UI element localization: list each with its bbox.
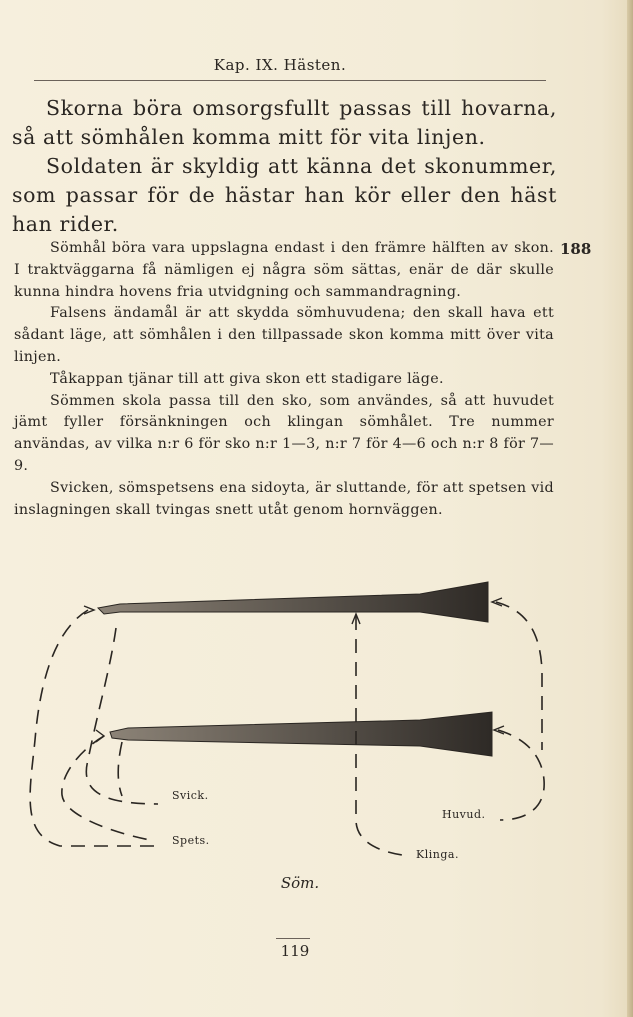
label-spets: Spets.: [172, 834, 210, 847]
paragraph-small-3: Tåkappan tjänar till att giva skon ett stadigare läge.: [50, 370, 444, 387]
page-edge: [627, 0, 633, 1017]
paragraph-small-4: Sömmen skola passa till den sko, som användes, så att huvudet jämt fyller försänkningen och klingan sömhålet. Tre nummer användas, av vilka n:r 6 för sko n:r 1—3, n:r 7 för 4—6 och n:r 8 för 7—9.: [14, 392, 554, 474]
header-rule: [34, 80, 546, 81]
nail-figure: [0, 570, 600, 870]
large-text-block: [12, 94, 557, 239]
nail-face-view: [110, 712, 492, 756]
paragraph-large-1: Skorna böra omsorgsfullt passas till hovarna, så att sömhålen komma mitt för vita linjen.: [12, 96, 557, 149]
figure-caption: Söm.: [280, 874, 320, 892]
margin-number: 188: [560, 240, 592, 258]
label-svick: Svick.: [172, 789, 209, 802]
paragraph-small-2: Falsens ändamål är att skydda sömhuvudena; den skall hava ett sådant läge, att sömhålen i den tillpassade skon komma mitt över vita linjen.: [14, 305, 554, 365]
paragraph-small-1: Sömhål böra vara uppslagna endast i den främre hälften av skon. I traktväggarna få nämligen ej några söm sättas, enär de där skulle kunna hindra hovens fria utvidgning och sammandragning.: [14, 240, 554, 300]
page-number-rule: [276, 938, 310, 939]
running-head: Kap. IX. Hästen.: [213, 56, 347, 74]
small-text-block: [14, 238, 554, 521]
label-huvud: Huvud.: [442, 808, 486, 821]
nail-side-view: [98, 582, 488, 622]
paragraph-small-5: Svicken, sömspetsens ena sidoyta, är sluttande, för att spetsen vid inslagningen skall tvingas snett utåt genom hornväggen.: [14, 479, 554, 518]
paragraph-large-2: Soldaten är skyldig att känna det skonummer, som passar för de hästar han kör eller den häst han rider.: [12, 154, 557, 236]
label-klinga: Klinga.: [416, 848, 459, 861]
page-number: 119: [280, 942, 310, 960]
arrow-tip-left-top: [84, 606, 94, 614]
